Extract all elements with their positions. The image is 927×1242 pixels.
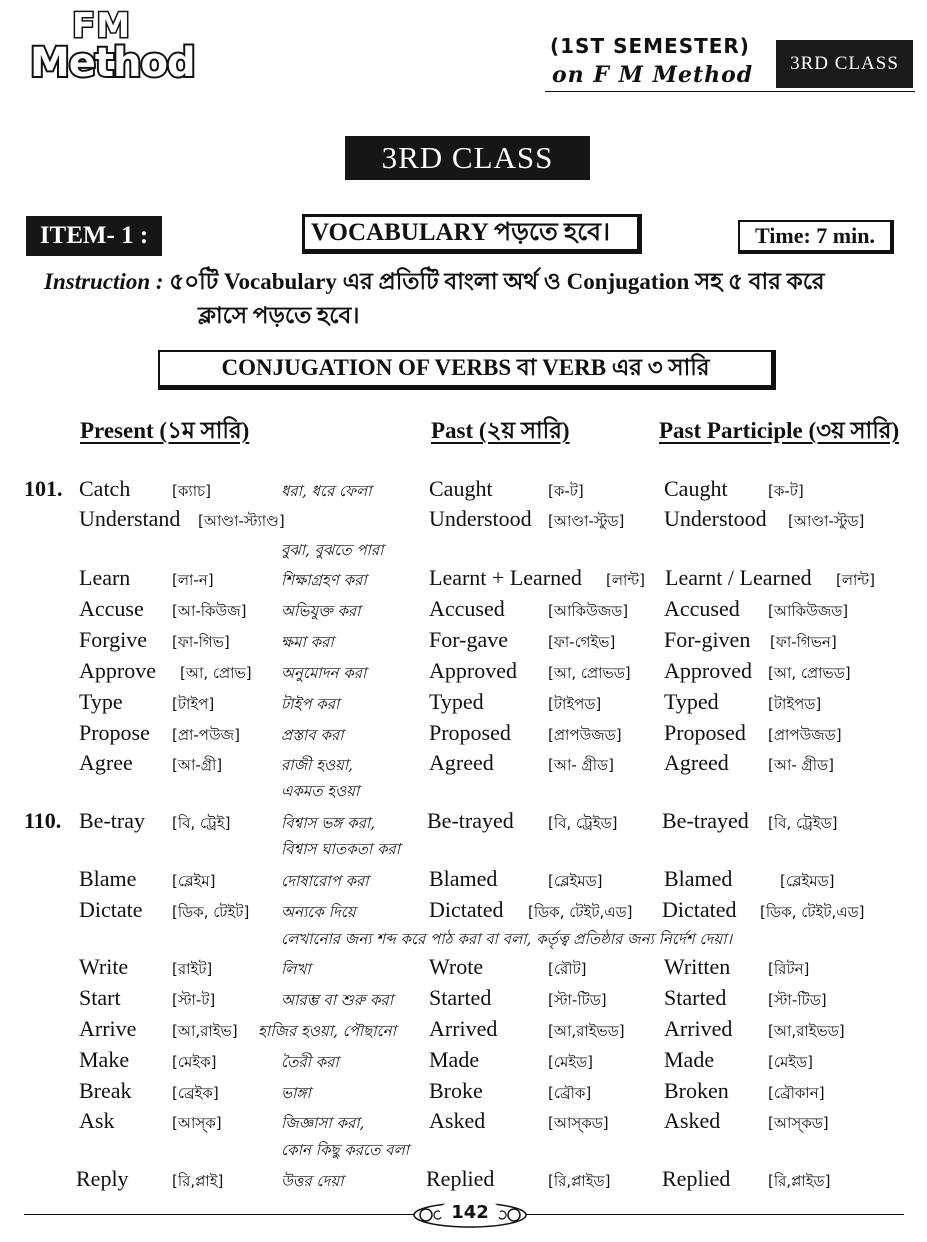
present-pronunciation: [ব্রেইক] xyxy=(172,1084,219,1102)
past-pronunciation: [আ- গ্রীড] xyxy=(548,756,614,774)
past-participle-pronunciation: [আকিউজড] xyxy=(768,602,849,620)
past-participle-word: Understood xyxy=(664,506,767,531)
bangla-meaning: রাজী হওয়া, xyxy=(281,756,353,774)
logo-bottom-text: Method xyxy=(30,40,195,86)
past-participle-pronunciation: [আ, প্রোভড] xyxy=(768,664,851,682)
fm-method-logo xyxy=(28,6,195,90)
past-participle-pronunciation: [টাইপড] xyxy=(768,695,822,713)
present-pronunciation: [আ-গ্রী] xyxy=(172,756,223,774)
past-word: For-gave xyxy=(429,627,508,652)
present-pronunciation: [মেইক] xyxy=(172,1053,217,1071)
past-participle-word: Replied xyxy=(662,1166,731,1191)
past-pronunciation: [প্রাপউজড] xyxy=(548,726,622,744)
past-word: Agreed xyxy=(429,750,494,775)
past-pronunciation: [আণ্ডা-স্টুড] xyxy=(548,512,625,530)
past-pronunciation: [লান্ট] xyxy=(606,571,646,589)
past-word: Dictated xyxy=(429,897,504,922)
present-word: Propose xyxy=(79,720,150,745)
present-word: Arrive xyxy=(79,1016,137,1041)
past-word: Proposed xyxy=(429,720,511,745)
past-pronunciation: [ব্রৌক] xyxy=(548,1084,592,1102)
present-word: Approve xyxy=(79,658,156,683)
bangla-meaning-continued: একমত হওয়া xyxy=(281,782,360,800)
present-pronunciation: [বি, ট্রেই] xyxy=(172,814,231,832)
present-pronunciation: [ব্লেইম] xyxy=(172,872,216,890)
present-pronunciation: [ক্যাচ] xyxy=(172,482,211,500)
present-word: Dictate xyxy=(79,897,143,922)
bangla-meaning: বিশ্বাস ভঙ্গ করা, xyxy=(281,814,375,832)
present-word: Break xyxy=(79,1078,132,1103)
bangla-meaning: অনুমোদন করা xyxy=(281,664,367,682)
column-header-past-participle: Past Participle (৩য় সারি) xyxy=(659,418,900,443)
time-badge: Time: 7 min. xyxy=(738,220,894,254)
instruction-line-2: ক্লাসে পড়তে হবে। xyxy=(198,303,360,328)
bangla-meaning-continued: কোন কিছু করতে বলা xyxy=(281,1141,409,1159)
bangla-meaning: আরম্ভ বা শুরু করা xyxy=(281,991,394,1009)
past-participle-pronunciation: [ব্লেইমড] xyxy=(780,872,835,890)
present-word: Ask xyxy=(79,1108,115,1133)
past-participle-word: Be-trayed xyxy=(662,808,749,833)
past-participle-pronunciation: [প্রাপউজড] xyxy=(768,726,842,744)
past-participle-pronunciation: [লান্ট] xyxy=(836,571,876,589)
past-word: Approved xyxy=(429,658,517,683)
bangla-meaning: ধরা, ধরে ফেলা xyxy=(281,482,372,500)
column-header-past: Past (২য় সারি) xyxy=(431,418,570,443)
past-participle-pronunciation: [ক-ট] xyxy=(768,482,804,500)
bangla-meaning: হাজির হওয়া, পৌছানো xyxy=(258,1022,396,1040)
present-pronunciation: [আ, প্রোভ] xyxy=(180,664,252,682)
past-participle-pronunciation: [রিটন] xyxy=(768,960,810,978)
past-pronunciation: [ক-ট] xyxy=(548,482,584,500)
present-word: Be-tray xyxy=(79,808,145,833)
present-word: Write xyxy=(79,954,129,979)
past-participle-word: Written xyxy=(664,954,731,979)
present-word: Accuse xyxy=(79,596,144,621)
bangla-meaning-continued: বিশ্বাস ঘাতকতা করা xyxy=(281,840,401,858)
past-word: Understood xyxy=(429,506,532,531)
logo-top-text: FM xyxy=(72,6,132,46)
item-label: ITEM- 1 : xyxy=(26,216,162,256)
past-participle-word: Approved xyxy=(664,658,752,683)
header-class-badge: 3RD CLASS xyxy=(776,40,913,88)
past-participle-word: Proposed xyxy=(664,720,746,745)
bangla-meaning: ভাঙ্গা xyxy=(281,1084,311,1102)
past-word: Accused xyxy=(429,596,505,621)
past-participle-word: Accused xyxy=(664,596,740,621)
past-participle-pronunciation: [ব্রৌকান] xyxy=(768,1084,825,1102)
bangla-meaning-continued: বুঝা, বুঝতে পারা xyxy=(281,541,384,559)
present-pronunciation: [স্টা-ট] xyxy=(172,991,216,1009)
row-number: 110. xyxy=(24,808,62,833)
past-participle-pronunciation: [রি,প্লাইড] xyxy=(768,1172,831,1190)
past-participle-word: Broken xyxy=(664,1078,729,1103)
present-pronunciation: [আণ্ডা-স্ট্যাণ্ড] xyxy=(198,512,285,530)
past-word: Wrote xyxy=(429,954,484,979)
past-participle-pronunciation: [আ,রাইভড] xyxy=(768,1022,845,1040)
instruction-block xyxy=(44,265,904,333)
past-word: Be-trayed xyxy=(427,808,514,833)
page-number: 142 xyxy=(440,1202,500,1223)
past-pronunciation: [ডিক, টেইট,এড] xyxy=(528,903,633,921)
past-pronunciation: [আ,রাইভড] xyxy=(548,1022,625,1040)
present-pronunciation: [ফা-গিভ] xyxy=(172,633,230,651)
past-participle-word: Agreed xyxy=(664,750,729,775)
past-participle-word: Started xyxy=(664,985,727,1010)
past-participle-word: Caught xyxy=(664,476,728,501)
on-method-label: on F M Method xyxy=(552,62,754,88)
past-participle-word: Arrived xyxy=(664,1016,733,1041)
past-pronunciation: [রৌট] xyxy=(548,960,587,978)
past-pronunciation: [আস্‌কড] xyxy=(548,1114,609,1132)
present-pronunciation: [আ-কিউজ] xyxy=(172,602,247,620)
past-participle-pronunciation: [ডিক, টেইট,এড] xyxy=(760,903,865,921)
present-pronunciation: [আস্‌ক] xyxy=(172,1114,222,1132)
present-pronunciation: [রাইট] xyxy=(172,960,213,978)
present-pronunciation: [রি,প্লাই] xyxy=(172,1172,224,1190)
past-participle-pronunciation: [ফা-গিভন] xyxy=(770,633,837,651)
past-pronunciation: [রি,প্লাইড] xyxy=(548,1172,611,1190)
present-word: Learn xyxy=(79,565,131,590)
past-participle-pronunciation: [বি, ট্রেইড] xyxy=(768,814,838,832)
bangla-meaning: অন্যকে দিয়ে xyxy=(281,903,356,921)
past-pronunciation: [বি, ট্রেইড] xyxy=(548,814,618,832)
present-pronunciation: [আ,রাইভ] xyxy=(172,1022,238,1040)
row-number: 101. xyxy=(24,476,63,501)
present-word: Start xyxy=(79,985,121,1010)
past-word: Made xyxy=(429,1047,480,1072)
past-participle-pronunciation: [স্টা-টিড] xyxy=(768,991,827,1009)
past-pronunciation: [টাইপড] xyxy=(548,695,602,713)
past-participle-word: Typed xyxy=(664,689,719,714)
past-word: Arrived xyxy=(429,1016,498,1041)
vocabulary-heading: VOCABULARY পড়তে হবে। xyxy=(302,214,642,254)
past-word: Replied xyxy=(426,1166,495,1191)
past-pronunciation: [আকিউজড] xyxy=(548,602,629,620)
bangla-meaning: অভিযুক্ত করা xyxy=(281,602,361,620)
past-pronunciation: [ব্লেইমড] xyxy=(548,872,603,890)
past-participle-word: Dictated xyxy=(662,897,737,922)
past-word: Typed xyxy=(429,689,484,714)
present-word: Type xyxy=(79,689,123,714)
present-word: Agree xyxy=(79,750,133,775)
instruction-line-1: ৫০টি Vocabulary এর প্রতিটি বাংলা অর্থ ও Conjugation সহ ৫ বার করে xyxy=(169,269,825,294)
past-participle-word: For-given xyxy=(664,627,751,652)
past-word: Started xyxy=(429,985,492,1010)
present-word: Make xyxy=(79,1047,130,1072)
past-word: Caught xyxy=(429,476,493,501)
past-participle-pronunciation: [আস্‌কড] xyxy=(768,1114,829,1132)
past-pronunciation: [ফা-গেইভ] xyxy=(548,633,616,651)
past-participle-pronunciation: [আণ্ডা-স্টুড] xyxy=(788,512,865,530)
present-word: Blame xyxy=(79,866,137,891)
present-word: Understand xyxy=(79,506,181,531)
present-pronunciation: [টাইপ] xyxy=(172,695,215,713)
past-word: Broke xyxy=(429,1078,483,1103)
past-word: Blamed xyxy=(429,866,498,891)
page-title: 3RD CLASS xyxy=(345,136,590,180)
bangla-meaning: টাইপ করা xyxy=(281,695,340,713)
bangla-meaning: ক্ষমা করা xyxy=(281,633,334,651)
past-pronunciation: [মেইড] xyxy=(548,1053,593,1071)
present-word: Catch xyxy=(79,476,131,501)
present-pronunciation: [লা-ন] xyxy=(172,571,214,589)
instruction-label: Instruction : xyxy=(44,269,164,294)
past-participle-pronunciation: [আ- গ্রীড] xyxy=(768,756,834,774)
bangla-meaning: উত্তর দেয়া xyxy=(281,1172,344,1190)
bangla-meaning: তৈরী করা xyxy=(281,1053,339,1071)
bangla-meaning: লিখা xyxy=(281,960,311,978)
past-participle-word: Made xyxy=(664,1047,715,1072)
present-pronunciation: [প্রা-পউজ] xyxy=(172,726,240,744)
bangla-meaning: জিজ্ঞাসা করা, xyxy=(281,1114,365,1132)
semester-label: (1ST SEMESTER) xyxy=(550,34,750,58)
bangla-meaning: শিক্ষাগ্রহণ করা xyxy=(281,571,367,589)
past-participle-word: Learnt / Learned xyxy=(665,565,812,590)
past-participle-word: Blamed xyxy=(664,866,733,891)
bangla-meaning-continued: লেখানোর জন্য শব্দ করে পাঠ করা বা বলা, কর্তৃত্ব প্রতিষ্ঠার জন্য নির্দেশ দেয়া। xyxy=(281,930,732,948)
past-word: Asked xyxy=(429,1108,486,1133)
present-word: Forgive xyxy=(79,627,148,652)
bangla-meaning: দোষারোপ করা xyxy=(281,872,369,890)
past-pronunciation: [আ, প্রোভড] xyxy=(548,664,631,682)
past-participle-word: Asked xyxy=(664,1108,721,1133)
past-participle-pronunciation: [মেইড] xyxy=(768,1053,813,1071)
conjugation-heading: CONJUGATION OF VERBS বা VERB এর ৩ সারি xyxy=(158,350,776,390)
past-pronunciation: [স্টা-টিড] xyxy=(548,991,607,1009)
header-divider xyxy=(545,91,915,92)
past-word: Learnt + Learned xyxy=(429,565,582,590)
bangla-meaning: প্রস্তাব করা xyxy=(281,726,344,744)
present-pronunciation: [ডিক, টেইট] xyxy=(172,903,250,921)
present-word: Reply xyxy=(76,1166,129,1191)
column-header-present: Present (১ম সারি) xyxy=(80,418,250,443)
